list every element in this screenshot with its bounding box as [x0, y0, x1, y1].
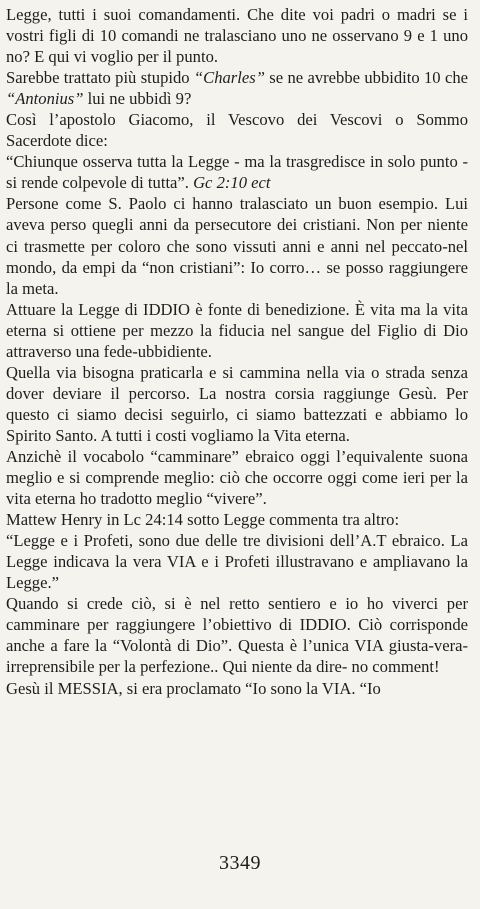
text-run: lui ne ubbidì 9? — [83, 89, 192, 109]
text-run: Sarebbe trattato più stupido — [6, 68, 194, 88]
body-text — [6, 4, 468, 699]
paragraph — [6, 151, 468, 193]
text-run: Quando si crede ciò, si è nel retto sentiero e io ho viverci per camminare per raggiungere l’obiettivo di IDDIO. Ciò corrisponde anche a fare la “Volontà di Dio”. Questa è l’unica VIA giusta-vera-irreprensibile per la perfezione.. Qui niente da dire- no comment! — [6, 594, 468, 677]
text-run: Gesù il MESSIA, si era proclamato “Io sono la VIA. “Io — [6, 678, 381, 698]
paragraph — [6, 4, 468, 67]
paragraph — [6, 362, 468, 446]
text-run: “Legge e i Profeti, sono due delle tre divisioni dell’A.T ebraico. La Legge indicava la vera VIA e i Profeti illustravano e ampliavano la Legge.” — [6, 531, 468, 593]
text-run: Attuare la Legge di IDDIO è fonte di benedizione. È vita ma la vita eterna si ottiene per mezzo la fiducia nel sangue del Figlio di Dio attraverso una fede-ubbidiente. — [6, 299, 468, 361]
text-run: Anzichè il vocabolo “camminare” ebraico oggi l’equivalente suona meglio e si comprende meglio: ciò che occorre oggi come ieri per la vita eterna ho tradotto meglio “vivere”. — [6, 446, 468, 509]
paragraph — [6, 109, 468, 151]
paragraph — [6, 299, 468, 362]
page-number: 3349 — [219, 852, 261, 874]
text-run: Legge, tutti i suoi comandamenti. Che dite voi padri o madri se i vostri figli di 10 comandi ne tralasciano uno ne osservano 9 e 1 uno no? E qui vi voglio per il punto. — [6, 5, 468, 67]
text-run: Mattew Henry in Lc 24:14 sotto Legge commenta tra altro: — [6, 510, 400, 530]
italic-text: Gc 2:10 ect — [193, 173, 271, 193]
text-run: “Chiunque osserva tutta la Legge - ma la trasgredisce in solo punto - si rende colpevole di tutta”. — [6, 152, 468, 193]
paragraph — [6, 67, 468, 109]
text-run: se ne avrebbe ubbidito 10 che — [264, 68, 468, 88]
paragraph — [6, 446, 468, 509]
italic-text: “Antonius” — [6, 89, 84, 109]
paragraph — [6, 509, 468, 530]
paragraph — [6, 593, 468, 677]
paragraph — [6, 193, 468, 298]
text-run: Quella via bisogna praticarla e si cammina nella via o strada senza dover deviare il percorso. La nostra corsia raggiunge Gesù. Per questo ci siamo decisi seguirlo, ci siamo battezzati e abbiamo lo Spirito Santo. A tutti i costi vogliamo la Vita eterna. — [6, 362, 468, 445]
text-run: Persone come S. Paolo ci hanno tralasciato un buon esempio. Lui aveva perso quegli anni da persecutore dei cristiani. Non per niente ci trasmette per coloro che sono vissuti anni e anni nel peccato-nel mondo, da empi da “non cristiani”: Io corro… se posso raggiungere la meta. — [6, 194, 468, 298]
italic-text: “Charles” — [193, 68, 265, 88]
paragraph — [6, 530, 468, 593]
text-run: Così l’apostolo Giacomo, il Vescovo dei Vescovi o Sommo Sacerdote dice: — [6, 110, 468, 151]
paragraph — [6, 678, 468, 699]
